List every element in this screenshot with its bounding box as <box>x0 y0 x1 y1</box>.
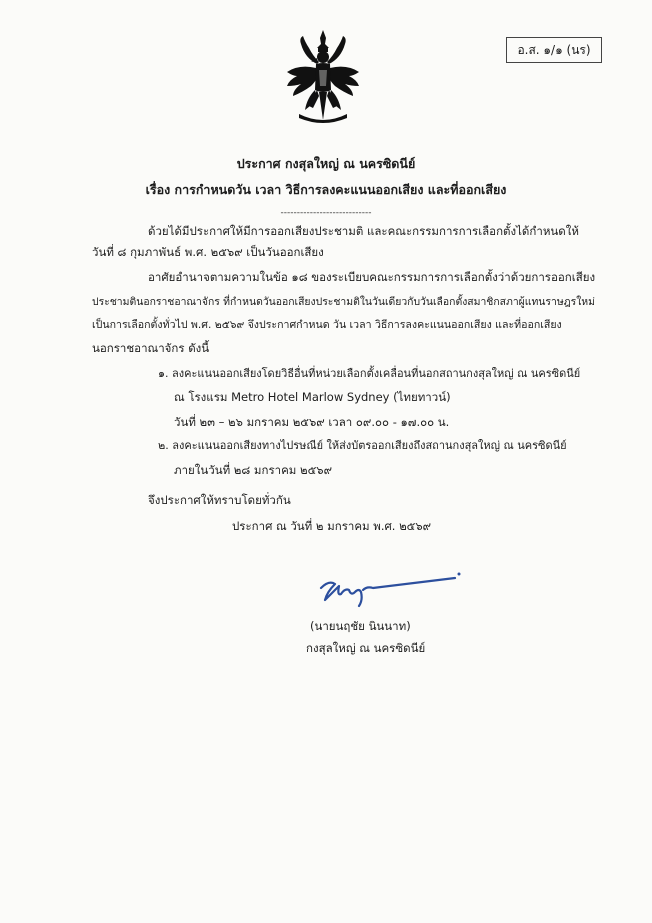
garuda-emblem-icon <box>283 28 363 128</box>
paragraph-2-line-3: เป็นการเลือกตั้งทั่วไป พ.ศ. ๒๕๖๙ จึงประกาศกำหนด วัน เวลา วิธีการลงคะแนนออกเสียง และที่ออกเสียง <box>92 319 562 331</box>
signer-title: กงสุลใหญ่ ณ นครซิดนีย์ <box>306 641 426 655</box>
signer-name: (นายนฤชัย นินนาท) <box>310 619 411 633</box>
title-divider: ---------------------------- <box>280 208 372 218</box>
paragraph-1-line-2: วันที่ ๘ กุมภาพันธ์ พ.ศ. ๒๕๖๙ เป็นวันออกเสียง <box>92 245 324 259</box>
paragraph-2-line-1: อาศัยอำนาจตามความในข้อ ๑๘ ของระเบียบคณะกรรมการการเลือกตั้งว่าด้วยการออกเสียง <box>148 270 596 284</box>
announcement-title: ประกาศ กงสุลใหญ่ ณ นครซิดนีย์ <box>236 156 416 171</box>
item-1-line-1: ๑. ลงคะแนนออกเสียงโดยวิธีอื่นที่หน่วยเลือกตั้งเคลื่อนที่นอกสถานกงสุลใหญ่ ณ นครซิดนีย์ <box>158 367 581 380</box>
item-2-line-2: ภายในวันที่ ๒๘ มกราคม ๒๕๖๙ <box>174 463 333 477</box>
item-1-line-2: ณ โรงแรม Metro Hotel Marlow Sydney (ไทยทาวน์) <box>174 390 451 404</box>
paragraph-2-line-2: ประชามตินอกราชอาณาจักร ที่กำหนดวันออกเสียงประชามติในวันเดียวกับวันเลือกตั้งสมาชิกสภาผู้แทนราษฎรใหม่ <box>92 296 595 308</box>
item-2-line-1: ๒. ลงคะแนนออกเสียงทางไปรษณีย์ ให้ส่งบัตรออกเสียงถึงสถานกงสุลใหญ่ ณ นครซิดนีย์ <box>158 439 567 452</box>
announcement-subject: เรื่อง การกำหนดวัน เวลา วิธีการลงคะแนนออกเสียง และที่ออกเสียง <box>145 182 507 197</box>
paragraph-1-line-1: ด้วยได้มีประกาศให้มีการออกเสียงประชามติ และคณะกรรมการการเลือกตั้งได้กำหนดให้ <box>148 224 579 238</box>
document-code-box: อ.ส. ๑/๑ (นร) <box>506 37 602 63</box>
announcement-date: ประกาศ ณ วันที่ ๒ มกราคม พ.ศ. ๒๕๖๙ <box>232 519 432 533</box>
paragraph-2-line-4: นอกราชอาณาจักร ดังนี้ <box>92 341 210 355</box>
closing-statement: จึงประกาศให้ทราบโดยทั่วกัน <box>148 493 291 507</box>
signature-icon <box>315 566 465 616</box>
item-1-line-3: วันที่ ๒๓ – ๒๖ มกราคม ๒๕๖๙ เวลา ๐๙.๐๐ - ๑๗.๐๐ น. <box>174 415 450 429</box>
